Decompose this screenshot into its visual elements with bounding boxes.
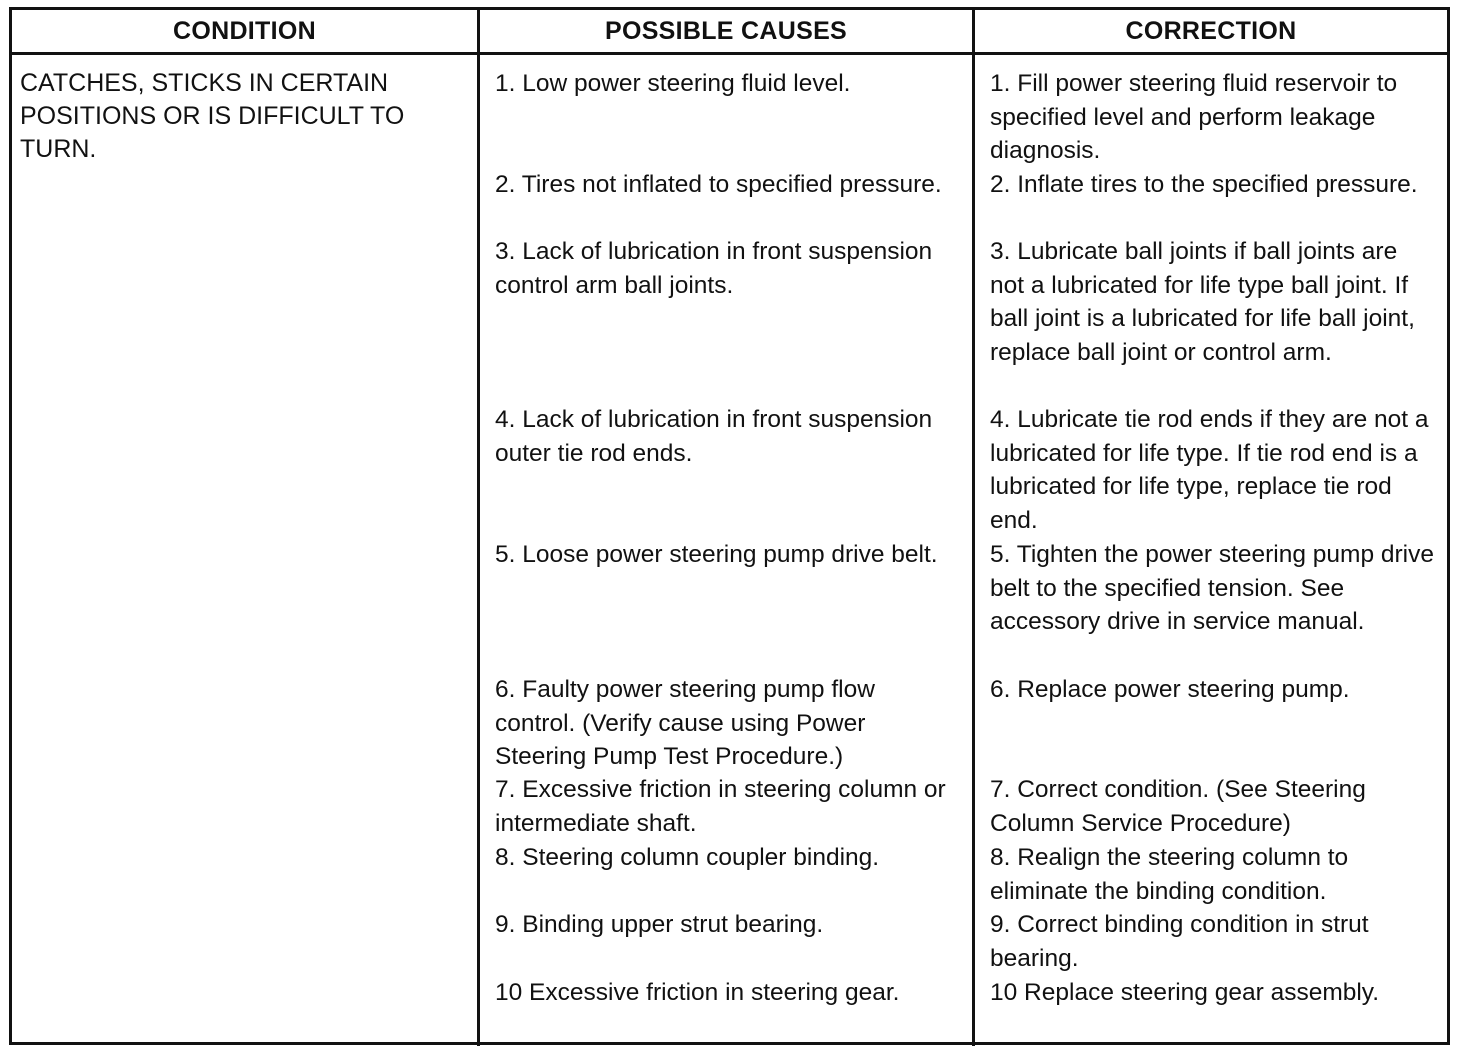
correction-item: 4. Lubricate tie rod ends if they are not a lubricated for life type. If tie rod end is a lubricated for life type, replace tie rod end.	[990, 406, 1429, 534]
causes-list	[480, 55, 972, 1046]
cause-item: 9. Binding upper strut bearing.	[495, 911, 824, 938]
correction-item: 6. Replace power steering pump.	[990, 676, 1350, 703]
cause-item: 4. Lack of lubrication in front suspension outer tie rod ends.	[495, 406, 933, 467]
cause-item: 6. Faulty power steering pump flow control. (Verify cause using Power Steering Pump Test Procedure.)	[495, 676, 875, 770]
correction-item: 5. Tighten the power steering pump drive belt to the specified tension. See accessory drive in service manual.	[990, 541, 1434, 635]
corrections-cell	[974, 54, 1448, 1047]
diagnosis-grid	[12, 10, 1447, 1046]
condition-cell	[12, 54, 479, 1047]
cause-item: 8. Steering column coupler binding.	[495, 844, 880, 871]
diagnosis-table	[9, 7, 1450, 1045]
corrections-list	[975, 55, 1447, 1046]
correction-item: 1. Fill power steering fluid reservoir to specified level and perform leakage diagnosis.	[990, 70, 1398, 164]
correction-item: 2. Inflate tires to the specified pressure.	[990, 171, 1418, 198]
cause-item: 5. Loose power steering pump drive belt.	[495, 541, 938, 568]
causes-cell	[479, 54, 974, 1047]
cause-item: 7. Excessive friction in steering column or intermediate shaft.	[495, 776, 946, 837]
body-row	[12, 54, 1447, 1047]
cause-item: 3. Lack of lubrication in front suspension control arm ball joints.	[495, 238, 933, 299]
header-correction: CORRECTION	[974, 10, 1448, 54]
cause-item: 10 Excessive friction in steering gear.	[495, 979, 900, 1006]
condition-text: CATCHES, STICKS IN CERTAIN POSITIONS OR IS DIFFICULT TO TURN.	[20, 69, 405, 163]
correction-item: 3. Lubricate ball joints if ball joints are not a lubricated for life type ball joint. If ball joint is a lubricated for life ball joint, replace ball joint or control arm.	[990, 238, 1415, 366]
cause-item: 1. Low power steering fluid level.	[495, 70, 851, 97]
header-possible-causes: POSSIBLE CAUSES	[479, 10, 974, 54]
correction-item: 9. Correct binding condition in strut bearing.	[990, 911, 1369, 972]
header-row	[12, 10, 1447, 54]
cause-item: 2. Tires not inflated to specified pressure.	[495, 171, 942, 198]
header-condition: CONDITION	[12, 10, 479, 54]
correction-item: 10 Replace steering gear assembly.	[990, 979, 1380, 1006]
correction-item: 7. Correct condition. (See Steering Column Service Procedure)	[990, 776, 1366, 837]
correction-item: 8. Realign the steering column to eliminate the binding condition.	[990, 844, 1349, 905]
